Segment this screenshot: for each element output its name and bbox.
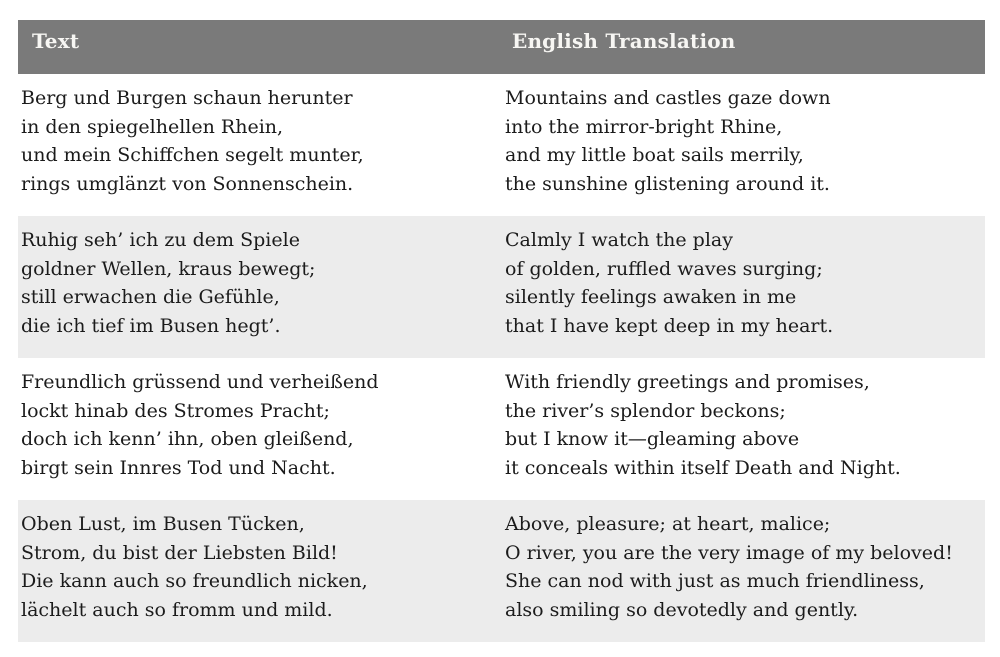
german-stanza-4	[18, 500, 500, 642]
poem-line: the river’s splendor beckons;	[505, 399, 786, 422]
poem-line: Oben Lust, im Busen Tücken,	[21, 513, 305, 535]
poem-line: Mountains and castles gaze down	[505, 87, 831, 109]
poem-line: She can nod with just as much friendliness,	[505, 570, 925, 592]
english-stanza-4	[500, 500, 985, 642]
poem-line: Freundlich grüssend und verheißend	[21, 371, 379, 393]
poem-line: Berg und Burgen schaun herunter	[21, 87, 353, 109]
poem-line: Strom, du bist der Liebsten Bild!	[21, 541, 338, 564]
poem-line: lächelt auch so fromm und mild.	[21, 598, 333, 621]
poem-line: the sunshine glistening around it.	[505, 172, 830, 195]
poem-line: With friendly greetings and promises,	[505, 371, 870, 393]
poem-line: and my little boat sails merrily,	[505, 144, 804, 166]
stanza-row-3	[18, 358, 985, 500]
poem-line: und mein Schiffchen segelt munter,	[21, 144, 364, 166]
poem-line: that I have kept deep in my heart.	[505, 314, 834, 337]
poem-line: silently feelings awaken in me	[505, 286, 797, 308]
poem-line: it conceals within itself Death and Night.	[505, 456, 901, 479]
poem-line: goldner Wellen, kraus bewegt;	[21, 257, 316, 280]
poem-line: Calmly I watch the play	[505, 229, 733, 251]
poem-line: doch ich kenn’ ihn, oben gleißend,	[21, 428, 354, 450]
german-stanza-2	[18, 216, 500, 358]
poem-line: into the mirror-bright Rhine,	[505, 115, 783, 138]
stanza-row-1	[18, 74, 985, 216]
stanza-row-2	[18, 216, 985, 358]
poem-line: lockt hinab des Stromes Pracht;	[21, 399, 330, 422]
poem-line: still erwachen die Gefühle,	[21, 286, 280, 308]
english-stanza-2	[500, 216, 985, 358]
poem-line: Die kann auch so freundlich nicken,	[21, 570, 368, 592]
poem-line: of golden, ruffled waves surging;	[505, 257, 823, 280]
german-stanza-3	[18, 358, 500, 500]
column-header-english-translation: English Translation	[512, 29, 736, 53]
german-stanza-1	[18, 74, 500, 216]
poem-line: birgt sein Innres Tod und Nacht.	[21, 456, 336, 479]
column-header-text: Text	[32, 29, 80, 53]
poem-line: but I know it—gleaming above	[505, 428, 800, 450]
poem-line: Above, pleasure; at heart, malice;	[505, 513, 831, 535]
poem-line: rings umglänzt von Sonnenschein.	[21, 172, 354, 195]
poem-line: O river, you are the very image of my beloved!	[505, 541, 953, 564]
poem-line: in den spiegelhellen Rhein,	[21, 115, 284, 138]
english-stanza-1	[500, 74, 985, 216]
poem-line: die ich tief im Busen hegt’.	[21, 314, 281, 337]
table-header-row	[18, 20, 985, 74]
stanza-row-4	[18, 500, 985, 642]
poem-line: also smiling so devotedly and gently.	[505, 598, 859, 621]
poem-line: Ruhig seh’ ich zu dem Spiele	[21, 229, 300, 251]
english-stanza-3	[500, 358, 985, 500]
translation-table	[18, 20, 985, 642]
